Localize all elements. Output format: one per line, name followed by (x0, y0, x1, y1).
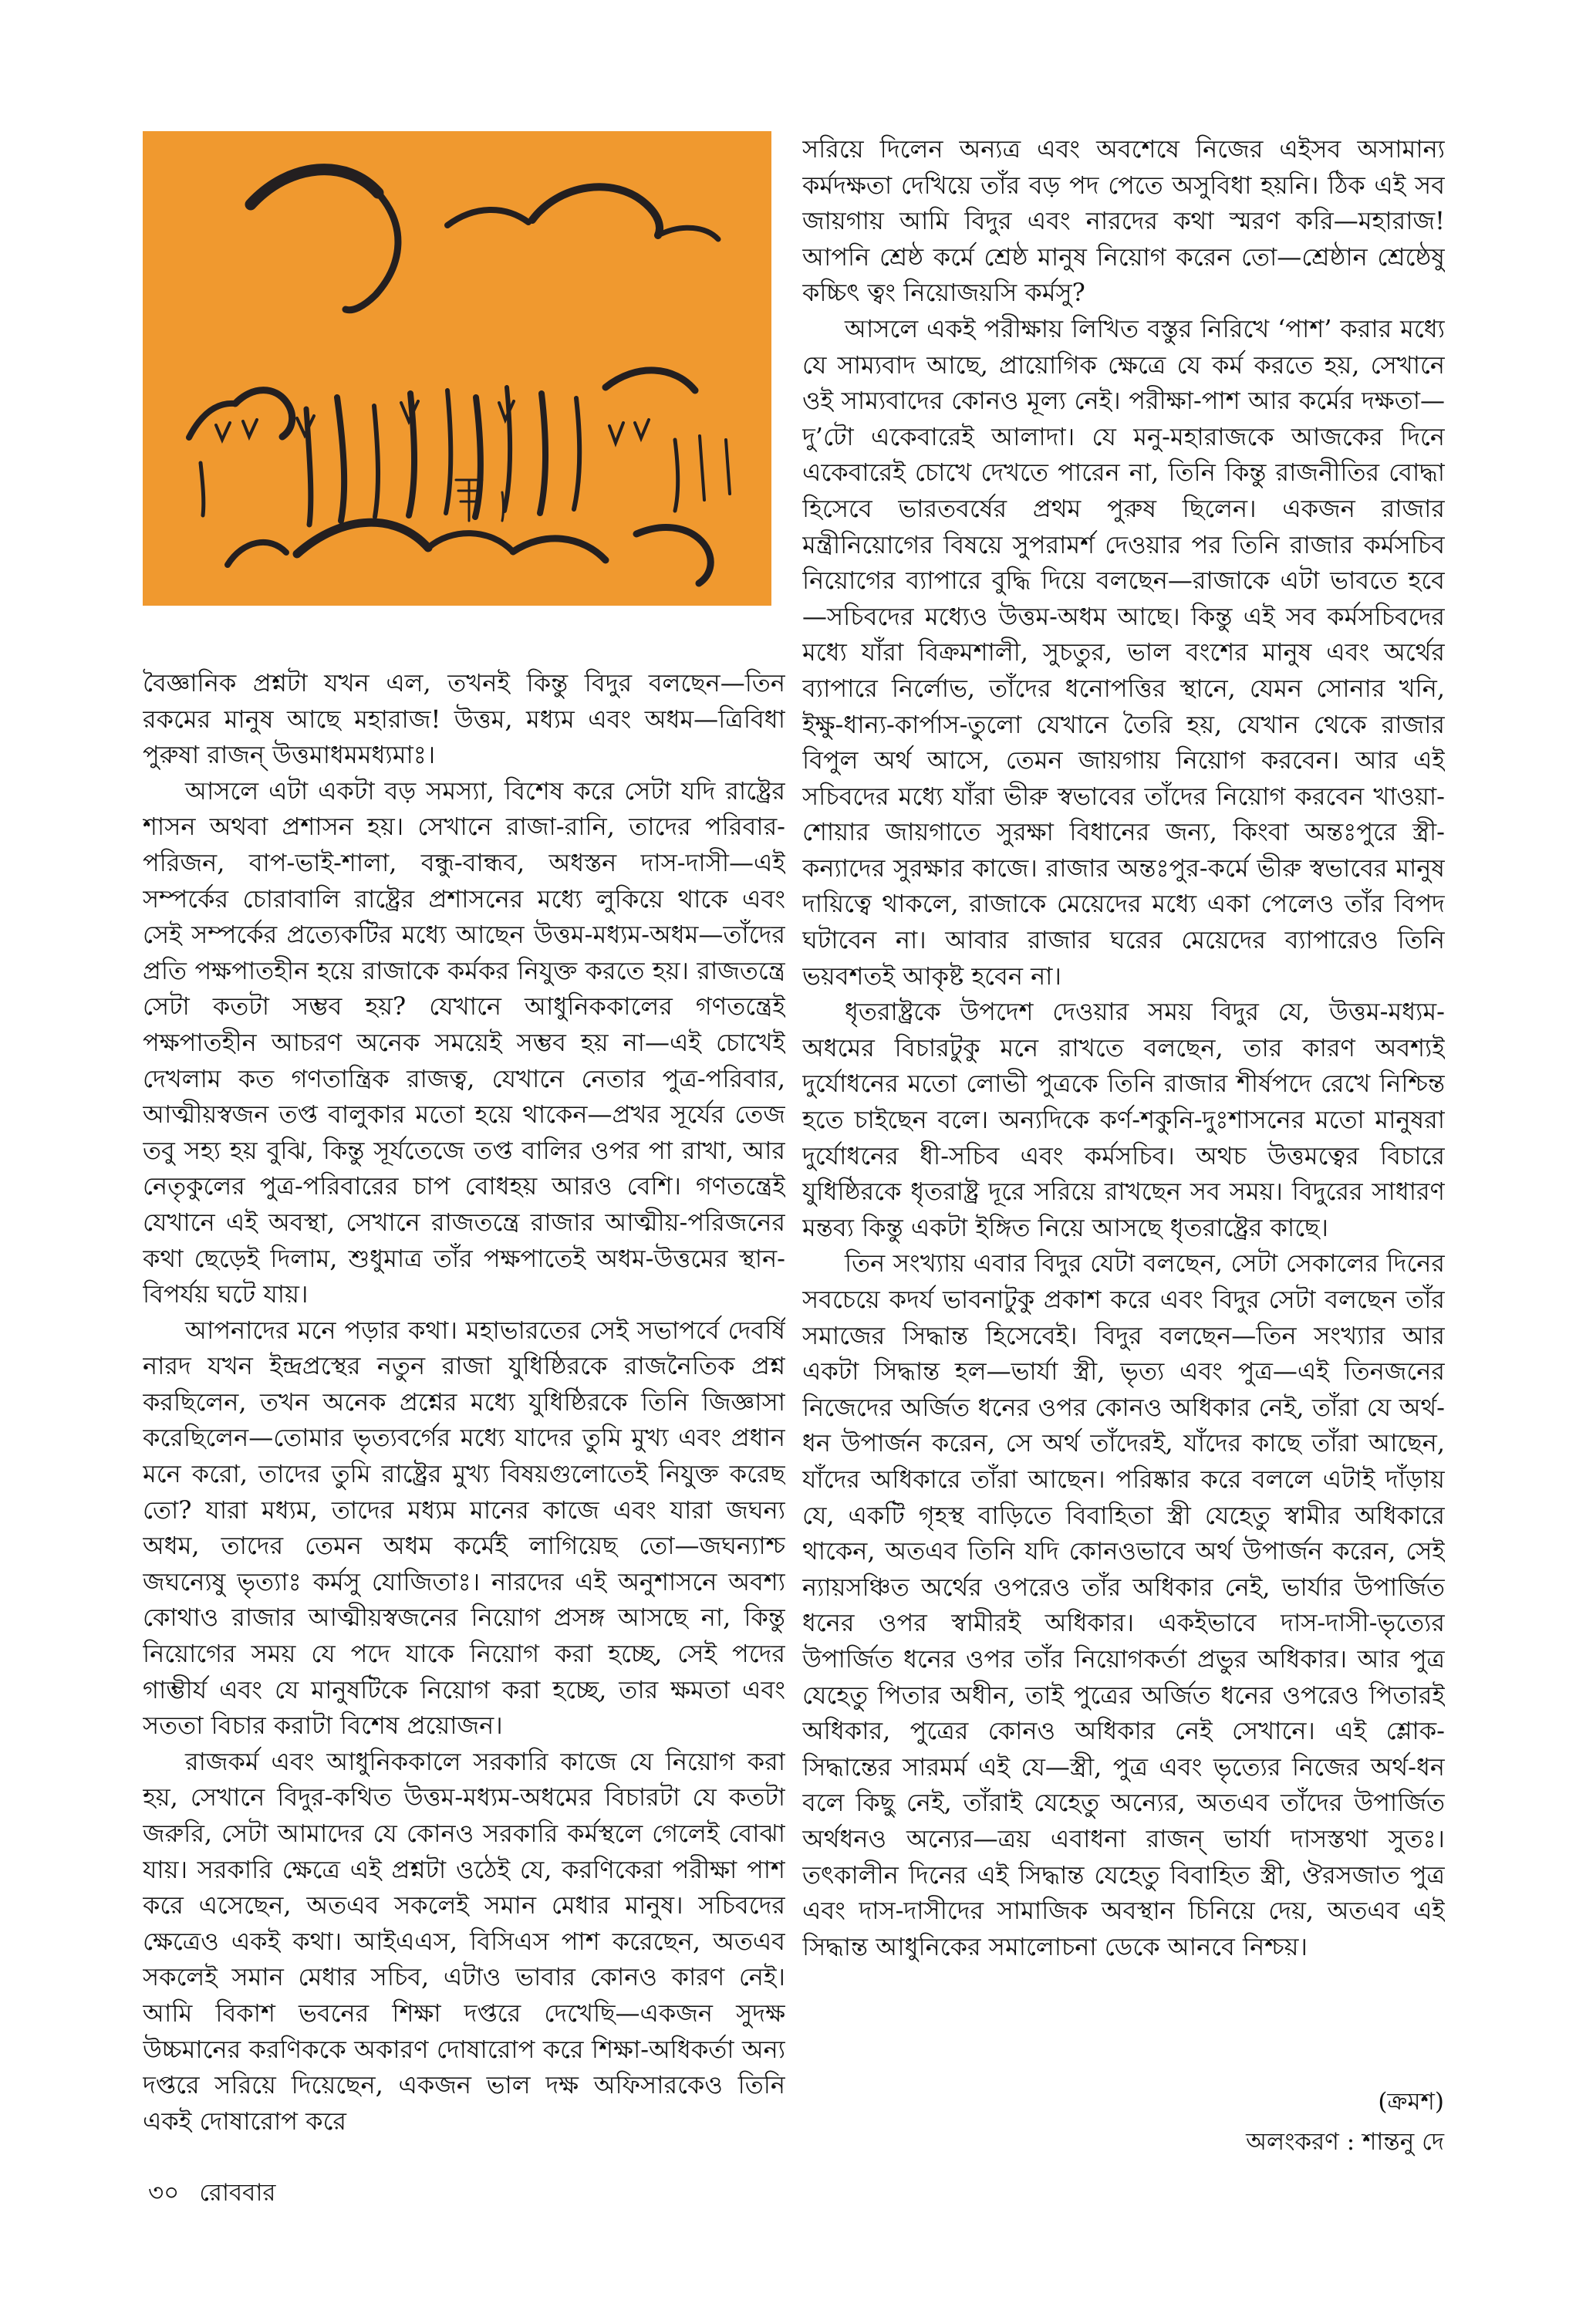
paragraph: বৈজ্ঞানিক প্রশ্নটা যখন এল, তখনই কিন্তু বিদুর বলছেন—তিন রকমের মানুষ আছে মহারাজ! উত্তম, মধ্যম এবং অধম—ত্রিবিধা পুরুষা রাজন্ উত্তমাধমমধ্যমাঃ। (143, 668, 785, 770)
paragraph: রাজকর্ম এবং আধুনিককালে সরকারি কাজে যে নিয়োগ করা হয়, সেখানে বিদুর-কথিত উত্তম-মধ্যম-অধমের বিচারটা যে কতটা জরুরি, সেটা আমাদের যে কোনও সরকারি কর্মস্থলে গেলেই বোঝা যায়। সরকারি ক্ষেত্রে এই প্রশ্নটা ওঠেই যে, করণিকেরা পরীক্ষা পাশ করে এসেছেন, অতএব সকলেই সমান মেধার মানুষ। সচিবদের ক্ষেত্রেও একই কথা। আইএএস, বিসিএস পাশ করেছেন, অতএব সকলেই সমান মেধার সচিব, এটাও ভাবার কোনও কারণ নেই। আমি বিকাশ ভবনের শিক্ষা দপ্তরে দেখেছি—একজন সুদক্ষ উচ্চমানের করণিককে অকারণ দোষারোপ করে শিক্ষা-অধিকর্তা অন্য দপ্তরে সরিয়ে দিয়েছেন, একজন ভাল দক্ষ অফিসারকেও তিনি একই দোষারোপ করে (143, 1746, 785, 2136)
paragraph: আসলে একই পরীক্ষায় লিখিত বস্তুর নিরিখে ‘পাশ’ করার মধ্যে যে সাম্যবাদ আছে, প্রায়োগিক ক্ষেত্রে যে কর্ম করতে হয়, সেখানে ওই সাম্যবাদের কোনও মূল্য নেই। পরীক্ষা-পাশ আর কর্মের দক্ষতা—দু’টো একেবারেই আলাদা। যে মনু-মহারাজকে আজকের দিনে একেবারেই চোখে দেখতে পারেন না, তিনি কিন্তু রাজনীতির বোদ্ধা হিসেবে ভারতবর্ষের প্রথম পুরুষ ছিলেন। একজন রাজার মন্ত্রীনিয়োগের বিষয়ে সুপরামর্শ দেওয়ার পর তিনি রাজার কর্মসচিব নিয়োগের ব্যাপারে বুদ্ধি দিয়ে বলছেন—রাজাকে এটা ভাবতে হবে—সচিবদের মধ্যেও উত্তম-অধম আছে। কিন্তু এই সব কর্মসচিবদের মধ্যে যাঁরা বিক্রমশালী, সুচতুর, ভাল বংশের মানুষ এবং অর্থের ব্যাপারে নির্লোভ, তাঁদের ধনোপত্তির স্থানে, যেমন সোনার খনি, ইক্ষু-ধান্য-কার্পাস-তুলো যেখানে তৈরি হয়, যেখান থেকে রাজার বিপুল অর্থ আসে, তেমন জায়গায় নিয়োগ করবেন। আর এই সচিবদের মধ্যে যাঁরা ভীরু স্বভাবের তাঁদের নিয়োগ করবেন খাওয়া-শোয়ার জায়গাতে সুরক্ষা বিধানের জন্য, কিংবা অন্তঃপুরে স্ত্রী-কন্যাদের সুরক্ষার কাজে। রাজার অন্তঃপুর-কর্মে ভীরু স্বভাবের মানুষ দায়িত্বে থাকলে, রাজাকে মেয়েদের মধ্যে একা পেলেও তাঁর বিপদ ঘটাবেন না। আবার রাজার ঘরের মেয়েদের ব্যাপারেও তিনি ভয়বশতই আকৃষ্ট হবেন না। (802, 313, 1445, 991)
paragraph: সরিয়ে দিলেন অন্যত্র এবং অবশেষে নিজের এইসব অসামান্য কর্মদক্ষতা দেখিয়ে তাঁর বড় পদ পেতে অসুবিধা হয়নি। ঠিক এই সব জায়গায় আমি বিদুর এবং নারদের কথা স্মরণ করি—মহারাজ! আপনি শ্রেষ্ঠ কর্মে শ্রেষ্ঠ মানুষ নিয়োগ করেন তো—শ্রেষ্ঠান শ্রেষ্ঠেষু কচ্চিৎ ত্বং নিয়োজয়সি কর্মসু? (802, 134, 1445, 308)
paragraph: ধৃতরাষ্ট্রকে উপদেশ দেওয়ার সময় বিদুর যে, উত্তম-মধ্যম-অধমের বিচারটুকু মনে রাখতে বলছেন, তার কারণ অবশ্যই দুর্যোধনের মতো লোভী পুত্রকে তিনি রাজার শীর্ষপদে রেখে নিশ্চিন্ত হতে চাইছেন বলে। অন্যদিকে কর্ণ-শকুনি-দুঃশাসনের মতো মানুষরা দুর্যোধনের ধী-সচিব এবং কর্মসচিব। অথচ উত্তমত্বের বিচারে যুধিষ্ঠিরকে ধৃতরাষ্ট্র দূরে সরিয়ে রাখছেন সব সময়। বিদুরের সাধারণ মন্তব্য কিন্তু একটা ইঙ্গিত নিয়ে আসছে ধৃতরাষ্ট্রের কাছে। (802, 997, 1445, 1242)
left-column (143, 665, 785, 2212)
continuation-note: (ক্রমশ) (1378, 2088, 1444, 2116)
cloud-illustration (143, 131, 771, 606)
illustration-credit: অলংকরণ : শান্তনু দে (1246, 2128, 1444, 2156)
right-column (802, 131, 1445, 2072)
cloud-illustration-drawing (143, 131, 771, 606)
magazine-name: রোববার (199, 2179, 276, 2207)
paragraph: আপনাদের মনে পড়ার কথা। মহাভারতের সেই সভাপর্বে দেবর্ষি নারদ যখন ইন্দ্রপ্রস্থের নতুন রাজা যুধিষ্ঠিরকে রাজনৈতিক প্রশ্ন করছিলেন, তখন অনেক প্রশ্নের মধ্যে যুধিষ্ঠিরকে তিনি জিজ্ঞাসা করেছিলেন—তোমার ভৃত্যবর্গের মধ্যে যাদের তুমি মুখ্য এবং প্রধান মনে করো, তাদের তুমি রাষ্ট্রের মুখ্য বিষয়গুলোতেই নিযুক্ত করেছ তো? যারা মধ্যম, তাদের মধ্যম মানের কাজে এবং যারা জঘন্য অধম, তাদের তেমন অধম কর্মেই লাগিয়েছ তো—জঘন্যাশ্চ জঘন্যেষু ভৃত্যাঃ কর্মসু যোজিতাঃ। নারদের এই অনুশাসনে অবশ্য কোথাও রাজার আত্মীয়স্বজনের নিয়োগ প্রসঙ্গ আসছে না, কিন্তু নিয়োগের সময় যে পদে যাকে নিয়োগ করা হচ্ছে, সেই পদের গাম্ভীর্য এবং যে মানুষটিকে নিয়োগ করা হচ্ছে, তার ক্ষমতা এবং সততা বিচার করাটা বিশেষ প্রয়োজন। (143, 1315, 785, 1741)
page-footer (148, 2174, 275, 2214)
paragraph: আসলে এটা একটা বড় সমস্যা, বিশেষ করে সেটা যদি রাষ্ট্রের শাসন অথবা প্রশাসন হয়। সেখানে রাজা-রানি, তাদের পরিবার-পরিজন, বাপ-ভাই-শালা, বন্ধু-বান্ধব, অধস্তন দাস-দাসী—এই সম্পর্কের চোরাবালি রাষ্ট্রের প্রশাসনের মধ্যে লুকিয়ে থাকে এবং সেই সম্পর্কের প্রত্যেকটির মধ্যে আছেন উত্তম-মধ্যম-অধম—তাঁদের প্রতি পক্ষপাতহীন হয়ে রাজাকে কর্মকর নিযুক্ত করতে হয়। রাজতন্ত্রে সেটা কতটা সম্ভব হয়? যেখানে আধুনিককালের গণতন্ত্রেই পক্ষপাতহীন আচরণ অনেক সময়েই সম্ভব হয় না—এই চোখেই দেখলাম কত গণতান্ত্রিক রাজত্ব, যেখানে নেতার পুত্র-পরিবার, আত্মীয়স্বজন তপ্ত বালুকার মতো হয়ে থাকেন—প্রখর সূর্যের তেজ তবু সহ্য হয় বুঝি, কিন্তু সূর্যতেজে তপ্ত বালির ওপর পা রাখা, আর নেতৃকুলের পুত্র-পরিবারের চাপ বোধহয় আরও বেশি। গণতন্ত্রেই যেখানে এই অবস্থা, সেখানে রাজতন্ত্রে রাজার আত্মীয়-পরিজনের কথা ছেড়েই দিলাম, শুধুমাত্র তাঁর পক্ষপাতেই অধম-উত্তমের স্থান-বিপর্যয় ঘটে যায়। (143, 775, 785, 1309)
page-number: ৩০ (148, 2179, 180, 2207)
paragraph: তিন সংখ্যায় এবার বিদুর যেটা বলছেন, সেটা সেকালের দিনের সবচেয়ে কদর্য ভাবনাটুকু প্রকাশ করে এবং বিদুর সেটা বলছেন তাঁর সমাজের সিদ্ধান্ত হিসেবেই। বিদুর বলছেন—তিন সংখ্যার আর একটা সিদ্ধান্ত হল—ভার্যা স্ত্রী, ভৃত্য এবং পুত্র—এই তিনজনের নিজেদের অর্জিত ধনের ওপর কোনও অধিকার নেই, তাঁরা যে অর্থ-ধন উপার্জন করেন, সে অর্থ তাঁদেরই, যাঁদের কাছে তাঁরা আছেন, যাঁদের অধিকারে তাঁরা আছেন। পরিষ্কার করে বললে এটাই দাঁড়ায় যে, একটি গৃহস্থ বাড়িতে বিবাহিতা স্ত্রী যেহেতু স্বামীর অধিকারে থাকেন, অতএব তিনি যদি কোনওভাবে অর্থ উপার্জন করেন, সেই ন্যায়সঞ্চিত অর্থের ওপরেও তাঁর অধিকার নেই, ভার্যার উপার্জিত ধনের ওপর স্বামীরই অধিকার। একইভাবে দাস-দাসী-ভৃত্যের উপার্জিত ধনের ওপর তাঁর নিয়োগকর্তা প্রভুর অধিকার। আর পুত্র যেহেতু পিতার অধীন, তাই পুত্রের অর্জিত ধনের ওপরেও পিতারই অধিকার, পুত্রের কোনও অধিকার নেই সেখানে। এই শ্লোক-সিদ্ধান্তের সারমর্ম এই যে—স্ত্রী, পুত্র এবং ভৃত্যের নিজের অর্থ-ধন বলে কিছু নেই, তাঁরাই যেহেতু অন্যের, অতএব তাঁদের উপার্জিত অর্থধনও অন্যের—ত্রয় এবাধনা রাজন্ ভার্যা দাসস্তথা সুতঃ। তৎকালীন দিনের এই সিদ্ধান্ত যেহেতু বিবাহিত স্ত্রী, ঔরসজাত পুত্র এবং দাস-দাসীদের সামাজিক অবস্থান চিনিয়ে দেয়, অতএব এই সিদ্ধান্ত আধুনিকের সমালোচনা ডেকে আনবে নিশ্চয়। (802, 1248, 1445, 1961)
